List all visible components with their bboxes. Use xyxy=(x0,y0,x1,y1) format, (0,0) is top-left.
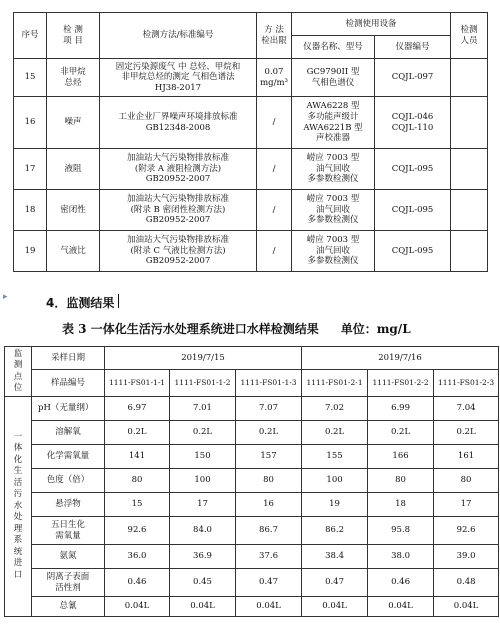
value-cell: 36.0 xyxy=(105,545,170,569)
value-cell: 0.47 xyxy=(302,569,368,597)
value-cell: 100 xyxy=(302,469,368,493)
value-cell: 0.2L xyxy=(170,421,236,445)
header-point-location: 监 测 点 位 xyxy=(5,347,32,397)
value-cell: 0.2L xyxy=(434,421,499,445)
row-instrument-no: CQJL-046 CQJL-110 xyxy=(375,97,451,149)
row-person xyxy=(451,149,488,190)
row-limit: / xyxy=(257,149,292,190)
value-cell: 161 xyxy=(434,445,499,469)
value-cell: 84.0 xyxy=(170,517,236,545)
row-person xyxy=(451,59,488,97)
row-item: 噪声 xyxy=(47,97,100,149)
header-limit: 方 法 检出限 xyxy=(257,13,292,59)
results-header-date-row xyxy=(5,347,499,370)
table-row xyxy=(14,149,488,190)
row-no: 19 xyxy=(14,231,47,272)
sample-id: 1111-FS01-2-3 xyxy=(434,370,499,397)
value-cell: 0.04L xyxy=(302,597,368,617)
header-date-1: 2019/7/15 xyxy=(105,347,302,370)
header-sample-date: 采样日期 xyxy=(32,347,105,370)
value-cell: 0.2L xyxy=(236,421,302,445)
value-cell: 0.04L xyxy=(368,597,434,617)
value-cell: 0.47 xyxy=(236,569,302,597)
section-title: 4．监测结果 xyxy=(46,296,115,310)
row-item: 密闭性 xyxy=(47,190,100,231)
row-limit: / xyxy=(257,190,292,231)
table-row xyxy=(5,469,499,493)
value-cell: 86.7 xyxy=(236,517,302,545)
row-person xyxy=(451,97,488,149)
text-cursor xyxy=(118,294,119,308)
value-cell: 0.04L xyxy=(170,597,236,617)
param-label: 溶解氧 xyxy=(32,421,105,445)
row-item: 非甲烷 总烃 xyxy=(47,59,100,97)
paragraph-mark-icon[interactable]: ▸ xyxy=(3,292,8,302)
table-row xyxy=(14,190,488,231)
value-cell: 80 xyxy=(105,469,170,493)
header-equipment: 检测使用设备 xyxy=(292,13,451,36)
value-cell: 18 xyxy=(368,493,434,517)
header-item: 检 测 项 目 xyxy=(47,13,100,59)
value-cell: 157 xyxy=(236,445,302,469)
row-instrument: GC9790II 型 气相色谱仪 xyxy=(292,59,375,97)
table-row xyxy=(5,517,499,545)
location-cell: 一 体 化 生 活 污 水 处 理 系 统 进 口 xyxy=(5,397,32,617)
row-no: 16 xyxy=(14,97,47,149)
header-date-2: 2019/7/16 xyxy=(302,347,499,370)
param-label: 化学需氧量 xyxy=(32,445,105,469)
param-label: 悬浮物 xyxy=(32,493,105,517)
value-cell: 0.45 xyxy=(170,569,236,597)
row-no: 18 xyxy=(14,190,47,231)
value-cell: 6.99 xyxy=(368,397,434,421)
row-instrument-no: CQJL-097 xyxy=(375,59,451,97)
row-method: 固定污染源废气 中 总烃、甲烷和 非甲烷总烃的测定 气相色谱法 HJ38-2017 xyxy=(100,59,257,97)
row-item: 液阻 xyxy=(47,149,100,190)
table-row xyxy=(5,421,499,445)
value-cell: 80 xyxy=(368,469,434,493)
value-cell: 6.97 xyxy=(105,397,170,421)
value-cell: 19 xyxy=(302,493,368,517)
value-cell: 92.6 xyxy=(105,517,170,545)
row-instrument-no: CQJL-095 xyxy=(375,149,451,190)
value-cell: 37.6 xyxy=(236,545,302,569)
row-limit: 0.07 mg/m³ xyxy=(257,59,292,97)
header-no: 序号 xyxy=(14,13,47,59)
param-label: 五日生化 需氧量 xyxy=(32,517,105,545)
value-cell: 17 xyxy=(170,493,236,517)
value-cell: 80 xyxy=(434,469,499,493)
header-instrument: 仪器名称、型号 xyxy=(292,36,375,59)
results-table xyxy=(4,346,499,617)
sample-id: 1111-FS01-2-1 xyxy=(302,370,368,397)
table-caption-title: 表 3 一体化生活污水处理系统进口水样检测结果 xyxy=(62,322,319,336)
table-row xyxy=(5,569,499,597)
value-cell: 0.04L xyxy=(236,597,302,617)
row-instrument-no: CQJL-095 xyxy=(375,231,451,272)
table-row xyxy=(5,445,499,469)
param-label: 氨氮 xyxy=(32,545,105,569)
sample-id: 1111-FS01-1-3 xyxy=(236,370,302,397)
row-no: 15 xyxy=(14,59,47,97)
table-header-row xyxy=(14,13,488,36)
value-cell: 38.4 xyxy=(302,545,368,569)
value-cell: 0.46 xyxy=(105,569,170,597)
value-cell: 0.2L xyxy=(302,421,368,445)
value-cell: 15 xyxy=(105,493,170,517)
table-row xyxy=(5,545,499,569)
header-person: 检测 人员 xyxy=(451,13,488,59)
value-cell: 150 xyxy=(170,445,236,469)
table-row xyxy=(14,231,488,272)
row-instrument: 崂应 7003 型 油气回收 多参数检测仪 xyxy=(292,231,375,272)
row-person xyxy=(451,231,488,272)
row-item: 气液比 xyxy=(47,231,100,272)
value-cell: 155 xyxy=(302,445,368,469)
value-cell: 7.01 xyxy=(170,397,236,421)
param-label: 阴离子表面 活性剂 xyxy=(32,569,105,597)
value-cell: 7.04 xyxy=(434,397,499,421)
row-method: 加油站大气污染物排放标准 (附录 C 气液比检测方法) GB20952-2007 xyxy=(100,231,257,272)
param-label: 色度（倍） xyxy=(32,469,105,493)
value-cell: 0.04L xyxy=(105,597,170,617)
table-row xyxy=(14,97,488,149)
value-cell: 36.9 xyxy=(170,545,236,569)
value-cell: 0.2L xyxy=(368,421,434,445)
param-label: pH（无量纲） xyxy=(32,397,105,421)
value-cell: 17 xyxy=(434,493,499,517)
param-label: 总氰 xyxy=(32,597,105,617)
sample-id: 1111-FS01-1-1 xyxy=(105,370,170,397)
value-cell: 0.2L xyxy=(105,421,170,445)
sample-id: 1111-FS01-2-2 xyxy=(368,370,434,397)
row-instrument-no: CQJL-095 xyxy=(375,190,451,231)
table-row xyxy=(14,59,488,97)
results-header-sample-row xyxy=(5,370,499,397)
row-method: 加油站大气污染物排放标准 (附录 A 液阻检测方法) GB20952-2007 xyxy=(100,149,257,190)
row-method: 工业企业厂界噪声环境排放标准 GB12348-2008 xyxy=(100,97,257,149)
value-cell: 166 xyxy=(368,445,434,469)
row-instrument: 崂应 7003 型 油气回收 多参数检测仪 xyxy=(292,149,375,190)
value-cell: 141 xyxy=(105,445,170,469)
row-person xyxy=(451,190,488,231)
table-unit: 单位：mg/L xyxy=(340,322,411,336)
row-instrument: AWA6228 型 多功能声级计 AWA6221B 型 声校准器 xyxy=(292,97,375,149)
row-limit: / xyxy=(257,97,292,149)
value-cell: 95.8 xyxy=(368,517,434,545)
value-cell: 0.48 xyxy=(434,569,499,597)
value-cell: 16 xyxy=(236,493,302,517)
row-instrument: 崂应 7003 型 油气回收 多参数检测仪 xyxy=(292,190,375,231)
sample-id: 1111-FS01-1-2 xyxy=(170,370,236,397)
table-row xyxy=(5,493,499,517)
header-instrument-no: 仪器编号 xyxy=(375,36,451,59)
value-cell: 100 xyxy=(170,469,236,493)
value-cell: 0.46 xyxy=(368,569,434,597)
value-cell: 0.04L xyxy=(434,597,499,617)
row-limit: / xyxy=(257,231,292,272)
value-cell: 38.0 xyxy=(368,545,434,569)
header-sample-no: 样品编号 xyxy=(32,370,105,397)
value-cell: 7.07 xyxy=(236,397,302,421)
row-method: 加油站大气污染物排放标准 (附录 B 密闭性检测方法) GB20952-2007 xyxy=(100,190,257,231)
table-row xyxy=(5,397,499,421)
value-cell: 86.2 xyxy=(302,517,368,545)
table-row xyxy=(5,597,499,617)
value-cell: 39.0 xyxy=(434,545,499,569)
header-method: 检测方法/标准编号 xyxy=(100,13,257,59)
detection-methods-table xyxy=(13,12,488,272)
value-cell: 7.02 xyxy=(302,397,368,421)
table-caption xyxy=(62,320,411,337)
value-cell: 92.6 xyxy=(434,517,499,545)
value-cell: 80 xyxy=(236,469,302,493)
row-no: 17 xyxy=(14,149,47,190)
